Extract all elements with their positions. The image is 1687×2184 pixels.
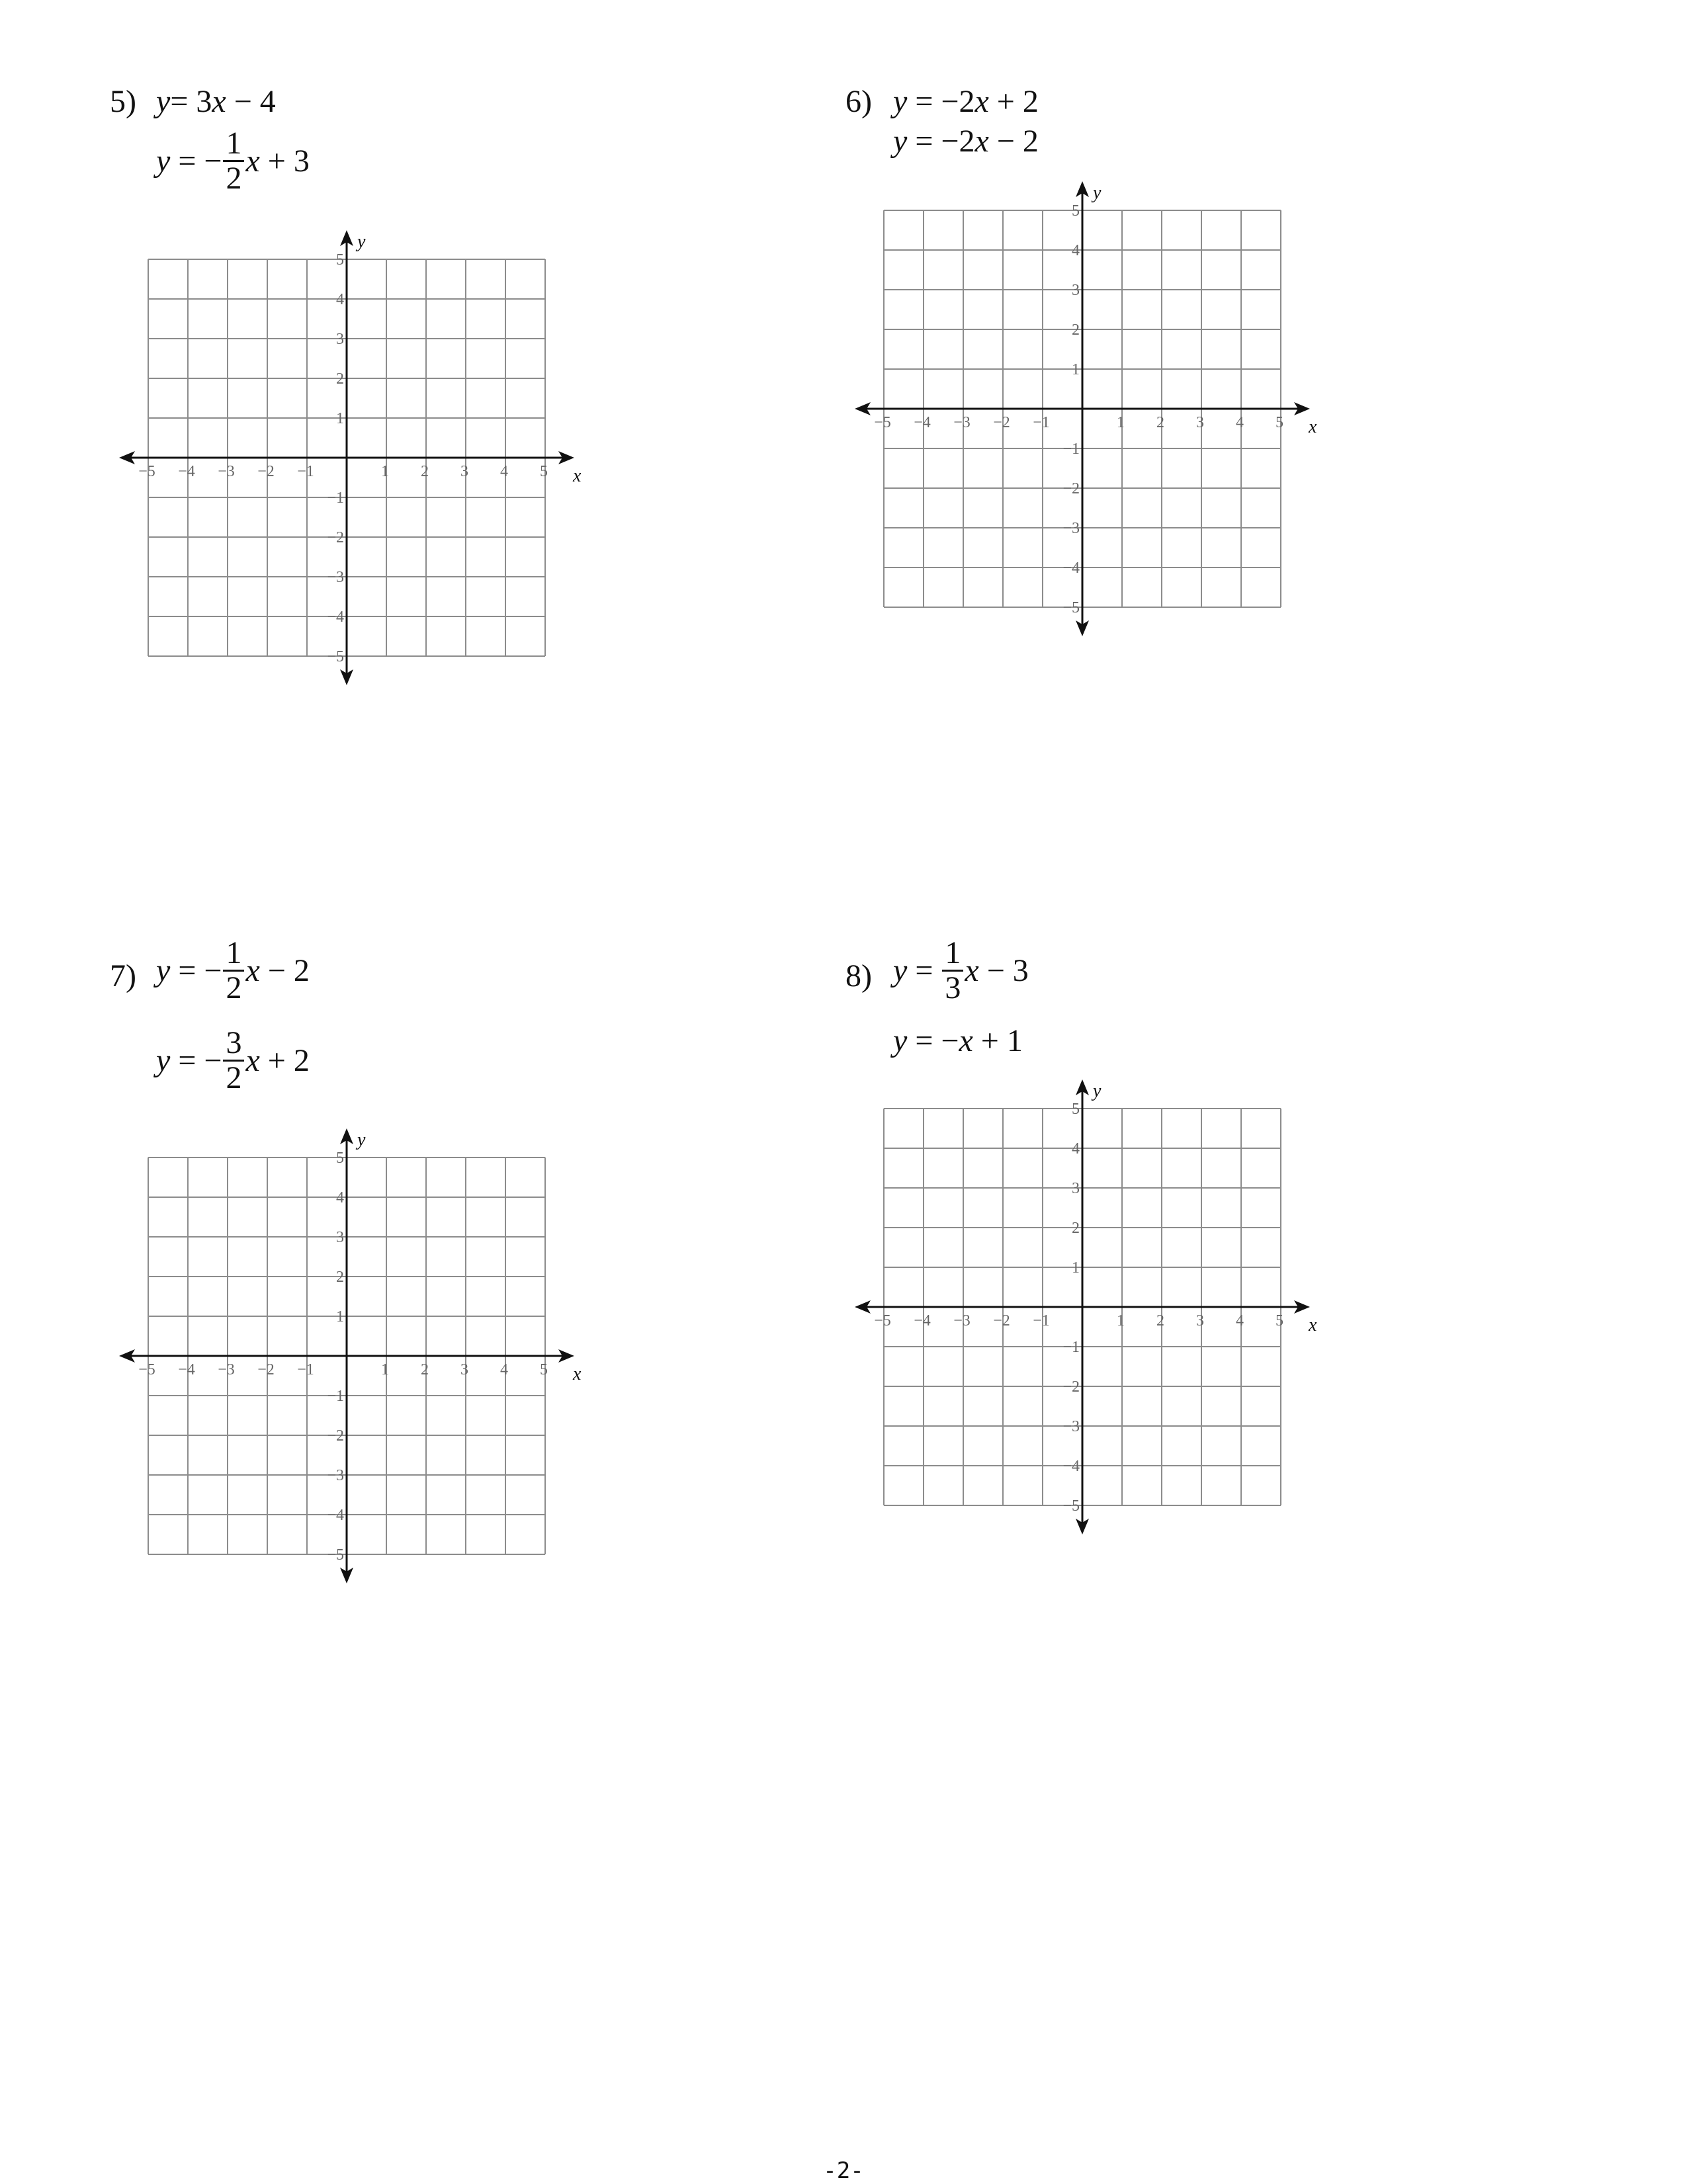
y-tick-label: −5: [327, 1546, 344, 1564]
coordinate-plane-8: [856, 1081, 1319, 1557]
x-tick-label: 3: [460, 1361, 468, 1378]
x-tick-label: 4: [500, 1361, 508, 1378]
coordinate-grid-svg: [856, 183, 1317, 642]
x-tick-label: −1: [1033, 414, 1050, 431]
y-axis-label: y: [1093, 183, 1102, 203]
x-tick-label: −5: [874, 414, 891, 431]
problem-number: 5): [110, 84, 136, 119]
coordinate-grid-svg: [120, 1130, 582, 1589]
x-tick-label: 1: [381, 463, 389, 480]
y-tick-label: −5: [327, 648, 344, 665]
x-tick-label: −4: [914, 414, 931, 431]
eq-rest: − 2: [988, 124, 1039, 159]
x-tick-label: −3: [953, 1312, 971, 1329]
y-tick-label: 3: [1072, 1180, 1080, 1197]
x-tick-label: 2: [1156, 1312, 1164, 1329]
y-tick-label: −1: [327, 1388, 344, 1405]
eq-lhs: y: [156, 143, 171, 179]
fraction: [223, 127, 244, 196]
y-tick-label: 3: [336, 331, 344, 348]
y-tick-label: −2: [1062, 480, 1080, 497]
eq-lhs: y: [156, 952, 171, 988]
y-tick-label: −4: [327, 609, 344, 626]
x-tick-label: −1: [1033, 1312, 1050, 1329]
y-tick-label: 5: [336, 251, 344, 269]
x-tick-label: 2: [1156, 414, 1164, 431]
y-tick-label: 1: [336, 1308, 344, 1325]
fraction-numerator: 1: [226, 935, 242, 970]
eq-pre: = −: [170, 1042, 222, 1078]
y-tick-label: −1: [1062, 441, 1080, 458]
y-tick-label: 2: [1072, 321, 1080, 339]
eq-sign: = −2: [907, 84, 975, 119]
eq-var: x: [212, 84, 226, 119]
fraction-denominator: 3: [942, 970, 963, 1005]
coordinate-plane-5: [120, 231, 584, 708]
eq-pre: = −: [170, 143, 222, 179]
x-tick-label: −1: [297, 1361, 314, 1378]
y-tick-label: −3: [1062, 1418, 1080, 1435]
y-tick-label: −4: [1062, 1458, 1080, 1475]
y-tick-label: 4: [1072, 242, 1080, 259]
fraction-numerator: 3: [226, 1025, 242, 1060]
y-tick-label: 3: [1072, 282, 1080, 299]
y-tick-label: 1: [1072, 1259, 1080, 1277]
x-tick-label: −3: [218, 463, 235, 480]
eq-rest: + 2: [259, 1042, 310, 1078]
page-number: -2-: [823, 2158, 864, 2184]
eq-pre: =: [907, 952, 941, 988]
x-tick-label: 3: [460, 463, 468, 480]
x-tick-label: −2: [257, 463, 275, 480]
x-tick-label: 4: [1236, 1312, 1244, 1329]
eq-sign: = 3: [170, 84, 212, 119]
eq-lhs: y: [893, 124, 908, 159]
equation-2: [893, 126, 1039, 157]
equation-1: [893, 86, 1039, 118]
y-tick-label: 1: [1072, 361, 1080, 378]
eq-var: x: [974, 124, 989, 159]
eq-lhs: y: [893, 952, 908, 988]
coordinate-grid-svg: [120, 231, 582, 691]
y-tick-label: −5: [1062, 599, 1080, 616]
y-tick-label: −3: [1062, 520, 1080, 537]
fraction-numerator: 1: [945, 935, 961, 970]
x-tick-label: 1: [1117, 414, 1125, 431]
problem-number: 8): [845, 958, 872, 993]
eq-lhs: y: [156, 1042, 171, 1078]
eq-sign: = −2: [907, 124, 975, 159]
fraction-denominator: 2: [223, 1060, 244, 1095]
x-tick-label: −4: [178, 1361, 195, 1378]
x-tick-label: −4: [178, 463, 195, 480]
x-tick-label: 5: [1276, 414, 1283, 431]
x-tick-label: 5: [1276, 1312, 1283, 1329]
x-tick-label: −5: [138, 1361, 155, 1378]
y-axis-label: y: [357, 1130, 366, 1150]
x-tick-label: −2: [993, 1312, 1010, 1329]
y-tick-label: 5: [1072, 1101, 1080, 1118]
eq-var: x: [245, 1042, 260, 1078]
x-tick-label: 2: [421, 1361, 429, 1378]
fraction: [942, 937, 963, 1005]
coordinate-plane-6: [856, 183, 1319, 659]
x-axis-label: x: [1309, 1315, 1317, 1335]
eq-rest: + 3: [259, 143, 310, 179]
eq-var: x: [245, 143, 260, 179]
fraction-numerator: 1: [226, 126, 242, 161]
y-tick-label: −5: [1062, 1497, 1080, 1515]
eq-rest: + 1: [973, 1023, 1023, 1058]
coordinate-grid-svg: [856, 1081, 1317, 1540]
eq-var: x: [965, 952, 979, 988]
x-tick-label: −2: [257, 1361, 275, 1378]
x-tick-label: 3: [1196, 1312, 1204, 1329]
y-tick-label: 3: [336, 1229, 344, 1246]
eq-lhs: y: [156, 84, 171, 119]
y-tick-label: 2: [336, 370, 344, 388]
x-tick-label: 3: [1196, 414, 1204, 431]
y-tick-label: 2: [1072, 1220, 1080, 1237]
eq-rest: + 2: [988, 84, 1039, 119]
x-tick-label: 4: [500, 463, 508, 480]
y-tick-label: 2: [336, 1269, 344, 1286]
eq-rest: − 2: [259, 952, 310, 988]
y-tick-label: −3: [327, 569, 344, 586]
eq-lhs: y: [893, 84, 908, 119]
fraction: [223, 1027, 244, 1095]
x-tick-label: −5: [138, 463, 155, 480]
eq-var: x: [959, 1023, 973, 1058]
coordinate-plane-7: [120, 1130, 584, 1606]
y-tick-label: −2: [327, 1427, 344, 1445]
equation-1: [156, 937, 310, 1005]
y-tick-label: 5: [1072, 202, 1080, 220]
x-tick-label: −3: [953, 414, 971, 431]
fraction-denominator: 2: [223, 160, 244, 195]
y-tick-label: −2: [327, 529, 344, 546]
x-tick-label: −5: [874, 1312, 891, 1329]
x-tick-label: 4: [1236, 414, 1244, 431]
x-tick-label: −1: [297, 463, 314, 480]
y-axis-label: y: [1093, 1081, 1102, 1101]
problem-number: 7): [110, 958, 136, 993]
eq-var: x: [245, 952, 260, 988]
fraction: [223, 937, 244, 1005]
x-axis-label: x: [573, 1364, 582, 1384]
y-tick-label: −4: [1062, 560, 1080, 577]
y-tick-label: −4: [327, 1507, 344, 1524]
equation-1: [893, 937, 1029, 1005]
y-tick-label: −2: [1062, 1378, 1080, 1396]
eq-lhs: y: [893, 1023, 908, 1058]
equation-1: [156, 86, 276, 118]
eq-rest: − 4: [226, 84, 276, 119]
y-tick-label: −1: [1062, 1339, 1080, 1356]
x-tick-label: 1: [381, 1361, 389, 1378]
x-tick-label: 2: [421, 463, 429, 480]
x-tick-label: 5: [540, 463, 548, 480]
fraction-denominator: 2: [223, 970, 244, 1005]
x-tick-label: −4: [914, 1312, 931, 1329]
x-axis-label: x: [573, 466, 582, 486]
y-tick-label: 5: [336, 1150, 344, 1167]
eq-pre: = −: [170, 952, 222, 988]
y-tick-label: −3: [327, 1467, 344, 1484]
x-tick-label: 1: [1117, 1312, 1125, 1329]
y-axis-label: y: [357, 231, 366, 252]
y-tick-label: 1: [336, 410, 344, 427]
eq-var: x: [974, 84, 989, 119]
x-tick-label: −2: [993, 414, 1010, 431]
equation-2: [156, 1027, 310, 1095]
x-axis-label: x: [1309, 417, 1317, 437]
x-tick-label: 5: [540, 1361, 548, 1378]
y-tick-label: 4: [1072, 1140, 1080, 1157]
eq-rest: − 3: [978, 952, 1029, 988]
y-tick-label: 4: [336, 1189, 344, 1206]
x-tick-label: −3: [218, 1361, 235, 1378]
equation-2: [156, 127, 310, 196]
y-tick-label: −1: [327, 489, 344, 507]
equation-2: [893, 1025, 1023, 1057]
problem-number: 6): [845, 84, 872, 119]
eq-sign: = −: [907, 1023, 959, 1058]
y-tick-label: 4: [336, 291, 344, 308]
